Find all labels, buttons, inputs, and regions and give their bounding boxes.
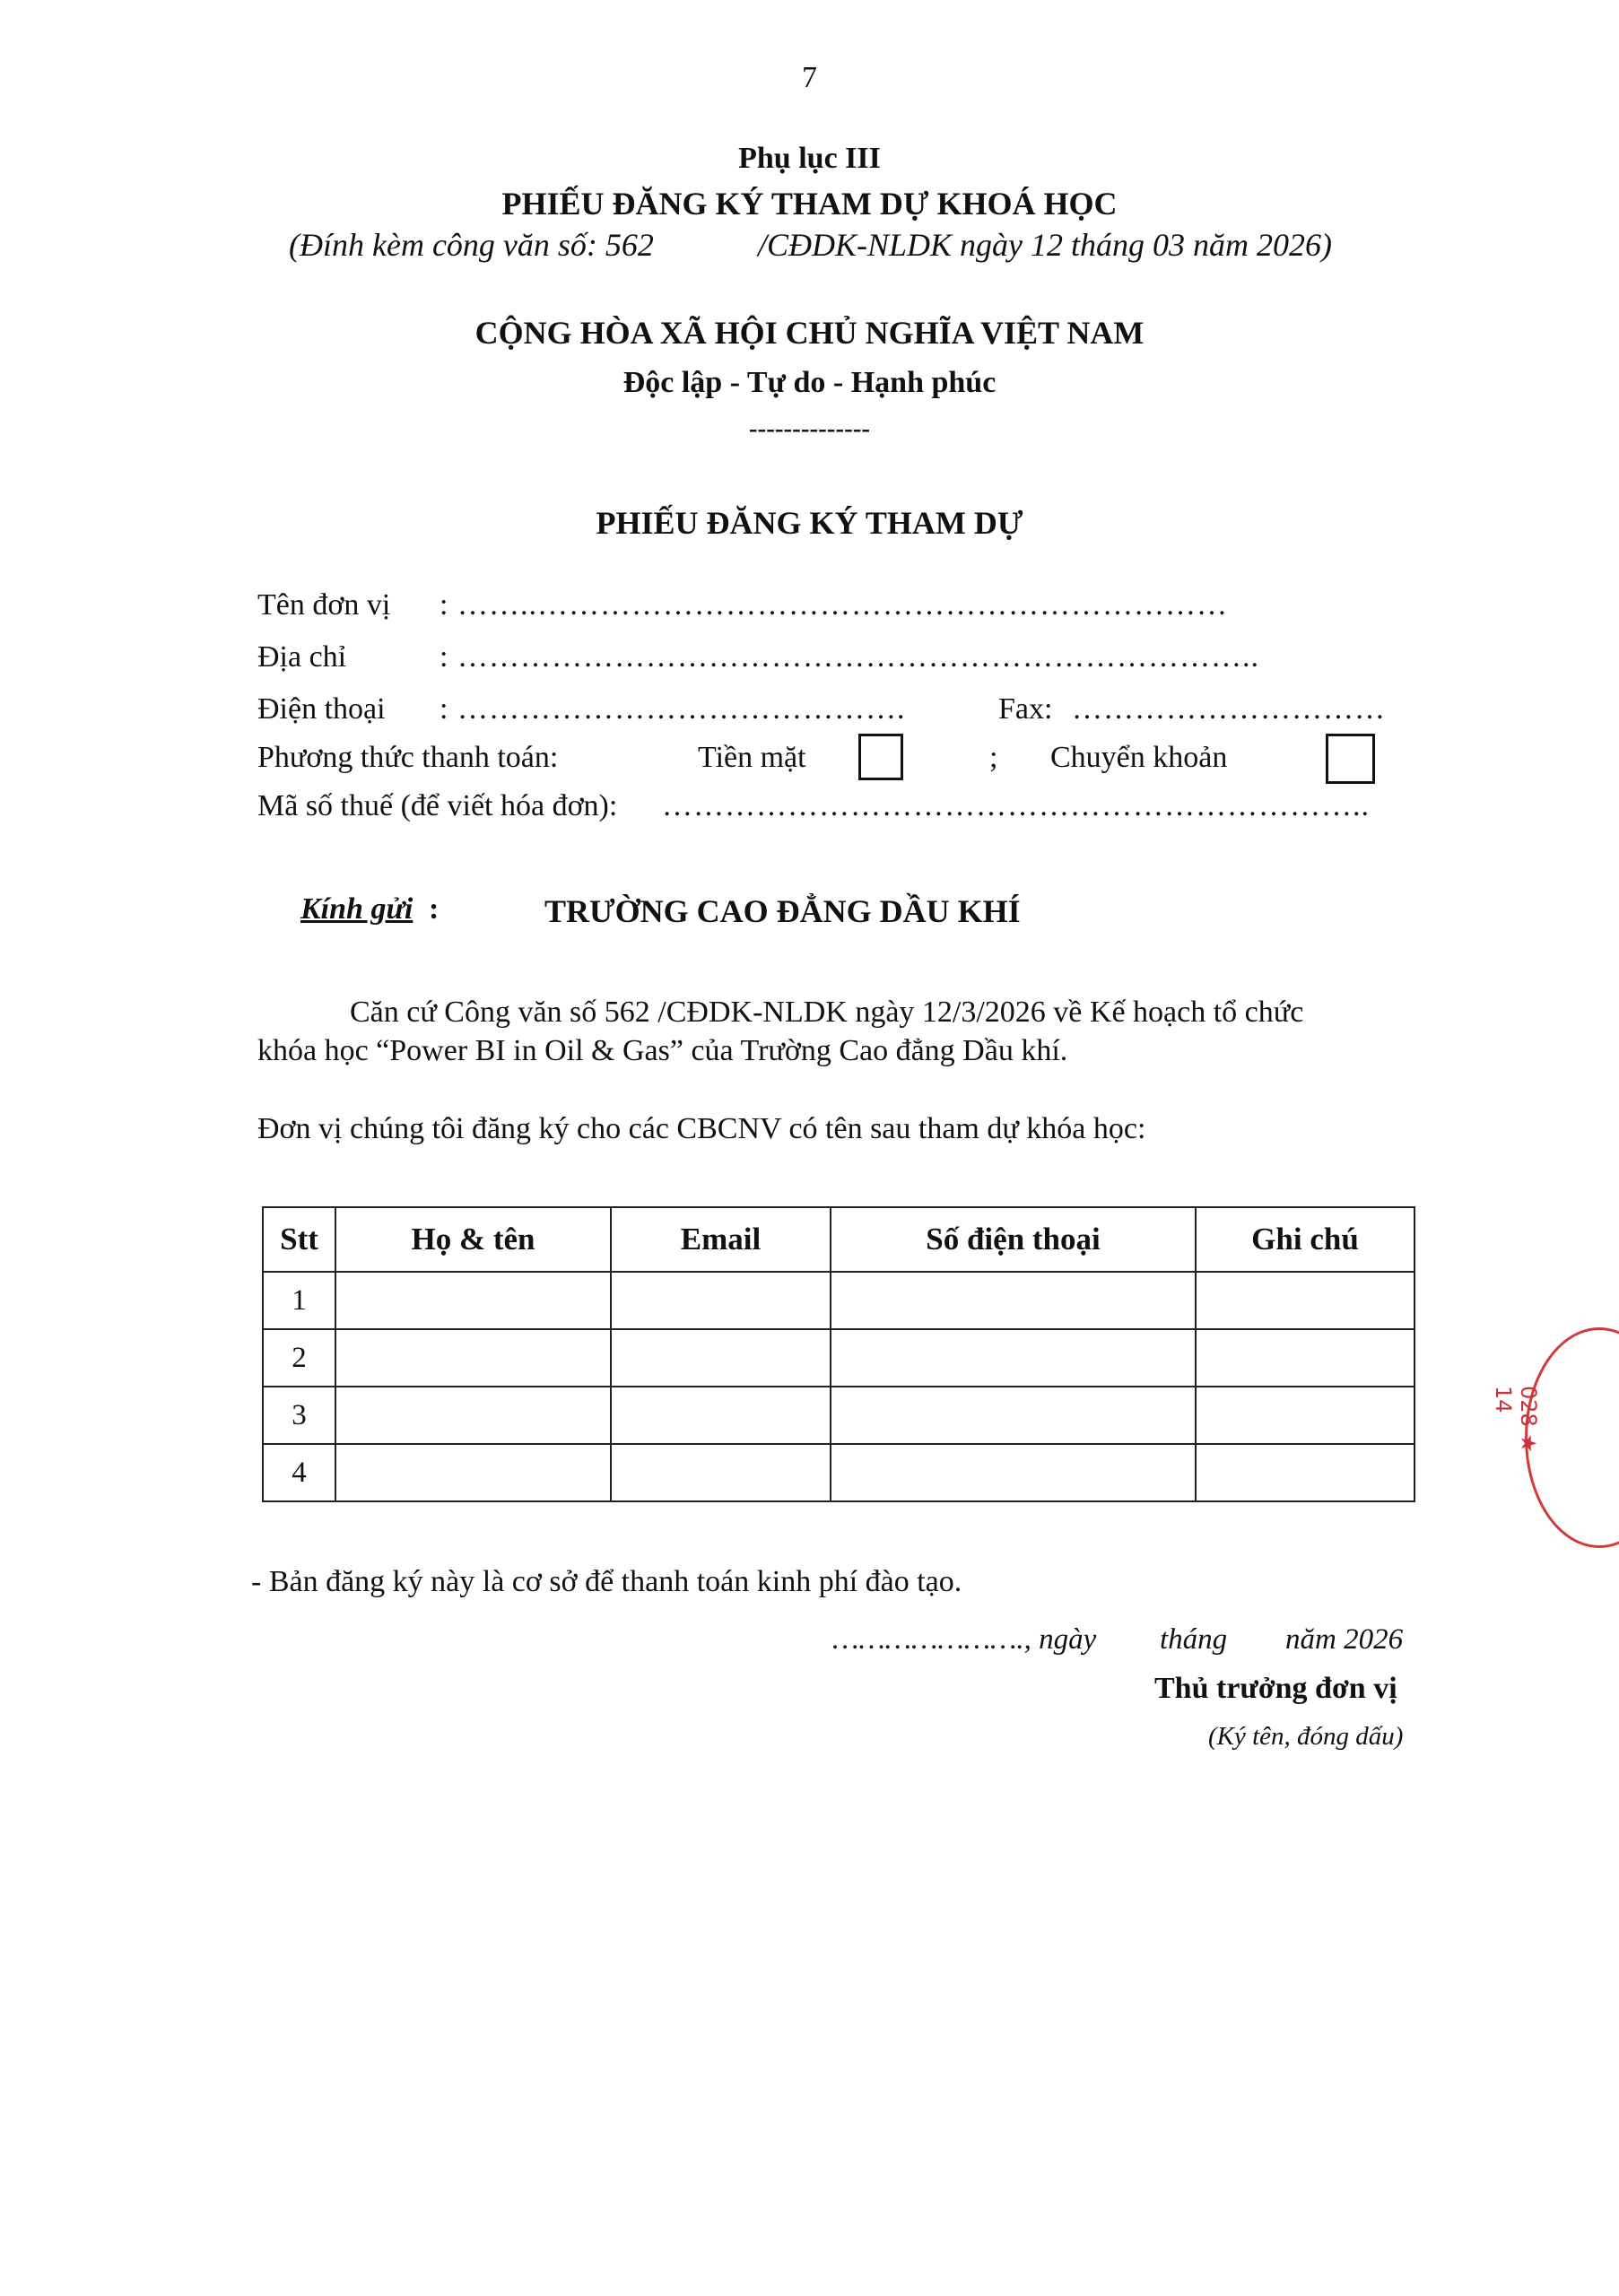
registration-table (262, 1206, 1415, 1502)
table-row (263, 1444, 1414, 1501)
signature-date-dots: …………………., ngày (832, 1623, 1097, 1656)
address-label: Địa chỉ (257, 640, 347, 674)
recipient-colon: : (429, 892, 440, 926)
cash-label: Tiền mặt (698, 741, 806, 774)
row-stt: 2 (263, 1329, 335, 1387)
form-title: PHIẾU ĐĂNG KÝ THAM DỰ (596, 505, 1023, 541)
address-dots: : ………………………………………………………………….. (440, 640, 1259, 674)
header-name: Họ & tên (335, 1207, 611, 1272)
row-stt: 4 (263, 1444, 335, 1501)
payment-note: - Bản đăng ký này là cơ sở để thanh toán kinh phí đào tạo. (251, 1565, 962, 1598)
row-phone-cell[interactable] (831, 1272, 1196, 1329)
row-name-cell[interactable] (335, 1272, 611, 1329)
row-note-cell[interactable] (1196, 1329, 1414, 1387)
payment-label: Phương thức thanh toán: (257, 741, 559, 774)
appendix-label: Phụ lục III (738, 142, 881, 175)
cash-checkbox[interactable] (858, 734, 903, 780)
row-name-cell[interactable] (335, 1387, 611, 1444)
body-line-3: Đơn vị chúng tôi đăng ký cho các CBCNV có tên sau tham dự khóa học: (257, 1112, 1146, 1145)
row-note-cell[interactable] (1196, 1272, 1414, 1329)
page-number: 7 (802, 61, 817, 94)
phone-dots: : ……………………………………. (440, 692, 906, 726)
header-phone: Số điện thoại (831, 1207, 1196, 1272)
row-email-cell[interactable] (611, 1272, 831, 1329)
table-row (263, 1387, 1414, 1444)
row-email-cell[interactable] (611, 1444, 831, 1501)
signature-month: tháng (1160, 1623, 1228, 1656)
transfer-label: Chuyển khoản (1050, 741, 1228, 774)
table-header-row (263, 1207, 1414, 1272)
tax-dots: ………………………………………………………….. (662, 789, 1370, 822)
row-note-cell[interactable] (1196, 1387, 1414, 1444)
signature-title: Thủ trưởng đơn vị (1154, 1672, 1397, 1705)
row-phone-cell[interactable] (831, 1444, 1196, 1501)
row-phone-cell[interactable] (831, 1329, 1196, 1387)
row-name-cell[interactable] (335, 1444, 611, 1501)
appendix-title: PHIẾU ĐĂNG KÝ THAM DỰ KHOÁ HỌC (501, 186, 1118, 222)
row-stt: 3 (263, 1387, 335, 1444)
row-email-cell[interactable] (611, 1387, 831, 1444)
attachment-suffix: /CĐDK-NLDK ngày 12 tháng 03 năm 2026) (758, 227, 1333, 263)
fax-dots: ………………………… (1072, 692, 1386, 726)
payment-separator: ; (989, 741, 998, 774)
national-motto: Độc lập - Tự do - Hạnh phúc (622, 366, 997, 399)
header-email: Email (611, 1207, 831, 1272)
attachment-prefix: (Đính kèm công văn số: 562 (289, 227, 654, 263)
signature-year: năm 2026 (1285, 1623, 1404, 1656)
unit-label: Tên đơn vị (257, 588, 391, 622)
body-line-2: khóa học “Power BI in Oil & Gas” của Trường Cao đẳng Dầu khí. (257, 1034, 1068, 1067)
table-row (263, 1272, 1414, 1329)
row-email-cell[interactable] (611, 1329, 831, 1387)
header-stt: Stt (263, 1207, 335, 1272)
stamp-text: 028 ★ 14 (1491, 1386, 1541, 1453)
row-stt: 1 (263, 1272, 335, 1329)
signature-subtitle: (Ký tên, đóng dấu) (1208, 1722, 1404, 1751)
fax-label: Fax: (998, 692, 1053, 726)
table-row (263, 1329, 1414, 1387)
tax-label: Mã số thuế (để viết hóa đơn): (257, 789, 618, 822)
unit-dots: : ……..………………………………………………………… (440, 588, 1228, 622)
row-note-cell[interactable] (1196, 1444, 1414, 1501)
transfer-checkbox[interactable] (1326, 734, 1375, 784)
row-name-cell[interactable] (335, 1329, 611, 1387)
header-note: Ghi chú (1196, 1207, 1414, 1272)
phone-label: Điện thoại (257, 692, 386, 726)
national-name: CỘNG HÒA XÃ HỘI CHỦ NGHĨA VIỆT NAM (474, 315, 1145, 351)
header-divider: -------------- (748, 414, 871, 443)
row-phone-cell[interactable] (831, 1387, 1196, 1444)
recipient-name: TRƯỜNG CAO ĐẲNG DẦU KHÍ (544, 893, 1021, 929)
recipient-label: Kính gửi (300, 892, 413, 926)
body-line-1: Căn cứ Công văn số 562 /CĐDK-NLDK ngày 12/3/2026 về Kế hoạch tổ chức (350, 996, 1304, 1029)
